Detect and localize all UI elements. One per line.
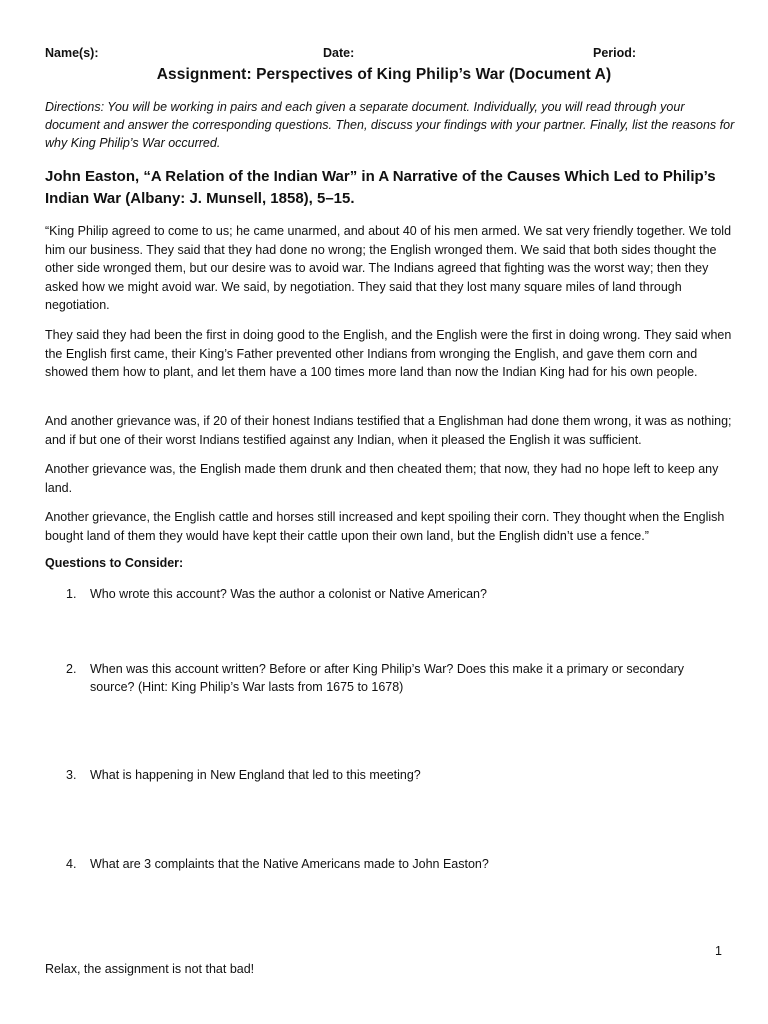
footer-note: Relax, the assignment is not that bad!: [45, 962, 255, 976]
question-text: What is happening in New England that led to this meeting?: [90, 768, 421, 782]
source-paragraph-3: And another grievance was, if 20 of their honest Indians testified that a Englishman had done them wrong, it was as nothing; and if but one of their worst Indians testified against any Indian, when it pleased the English it was sufficient.: [45, 414, 732, 447]
question-number: 2.: [66, 662, 77, 676]
name-label: Name(s):: [45, 46, 99, 60]
assignment-title: Assignment: Perspectives of King Philip’s War (Document A): [156, 66, 612, 83]
question-number: 3.: [66, 768, 77, 782]
source-paragraph-4: Another grievance was, the English made them drunk and then cheated them; that now, they had no hope left to keep any land.: [45, 462, 719, 495]
directions-text: Directions: You will be working in pairs and each given a separate document. Individually, you will read through your document and answer the corresponding questions. Then, discuss your findings with your partner. Finally, list the reasons for why King Philip’s War occurred.: [45, 100, 735, 150]
source-paragraph-1: “King Philip agreed to come to us; he came unarmed, and about 40 of his men armed. We sat very friendly together. We told him our business. They said that they had done no wrong; the English wronged them. We said that both sides thought the other side wronged them, but our desire was to avoid war. The Indians agreed that fighting was the worst way; then they asked how we might avoid war. We said, by negotiation. They said that they lost many square miles of land through negotiation.: [45, 224, 732, 313]
question-number: 4.: [66, 857, 77, 871]
source-citation: John Easton, “A Relation of the Indian War” in A Narrative of the Causes Which Led to Philip’s Indian War (Albany: J. Munsell, 1858), 5–15.: [45, 168, 716, 207]
date-label: Date:: [323, 46, 355, 60]
questions-heading: Questions to Consider:: [45, 556, 184, 570]
period-label: Period:: [593, 46, 637, 60]
question-text: When was this account written? Before or after King Philip’s War? Does this make it a primary or secondary source? (Hint: King Philip’s War lasts from 1675 to 1678): [90, 662, 685, 695]
question-number: 1.: [66, 587, 77, 601]
source-paragraph-2: They said they had been the first in doing good to the English, and the English were the first in doing wrong. They said when the English first came, their King’s Father prevented other Indians from wronging the English, and gave them corn and showed them how to plant, and let them have a 100 times more land than now the Indian King had for his own people.: [45, 328, 732, 380]
page-number: 1: [715, 944, 722, 958]
question-text: What are 3 complaints that the Native Americans made to John Easton?: [90, 857, 489, 871]
source-paragraph-5: Another grievance, the English cattle and horses still increased and kept spoiling their corn. They thought when the English bought land of them they would have kept their cattle upon their own land, but the English didn’t use a fence.”: [45, 510, 725, 543]
question-text: Who wrote this account? Was the author a colonist or Native American?: [90, 587, 487, 601]
